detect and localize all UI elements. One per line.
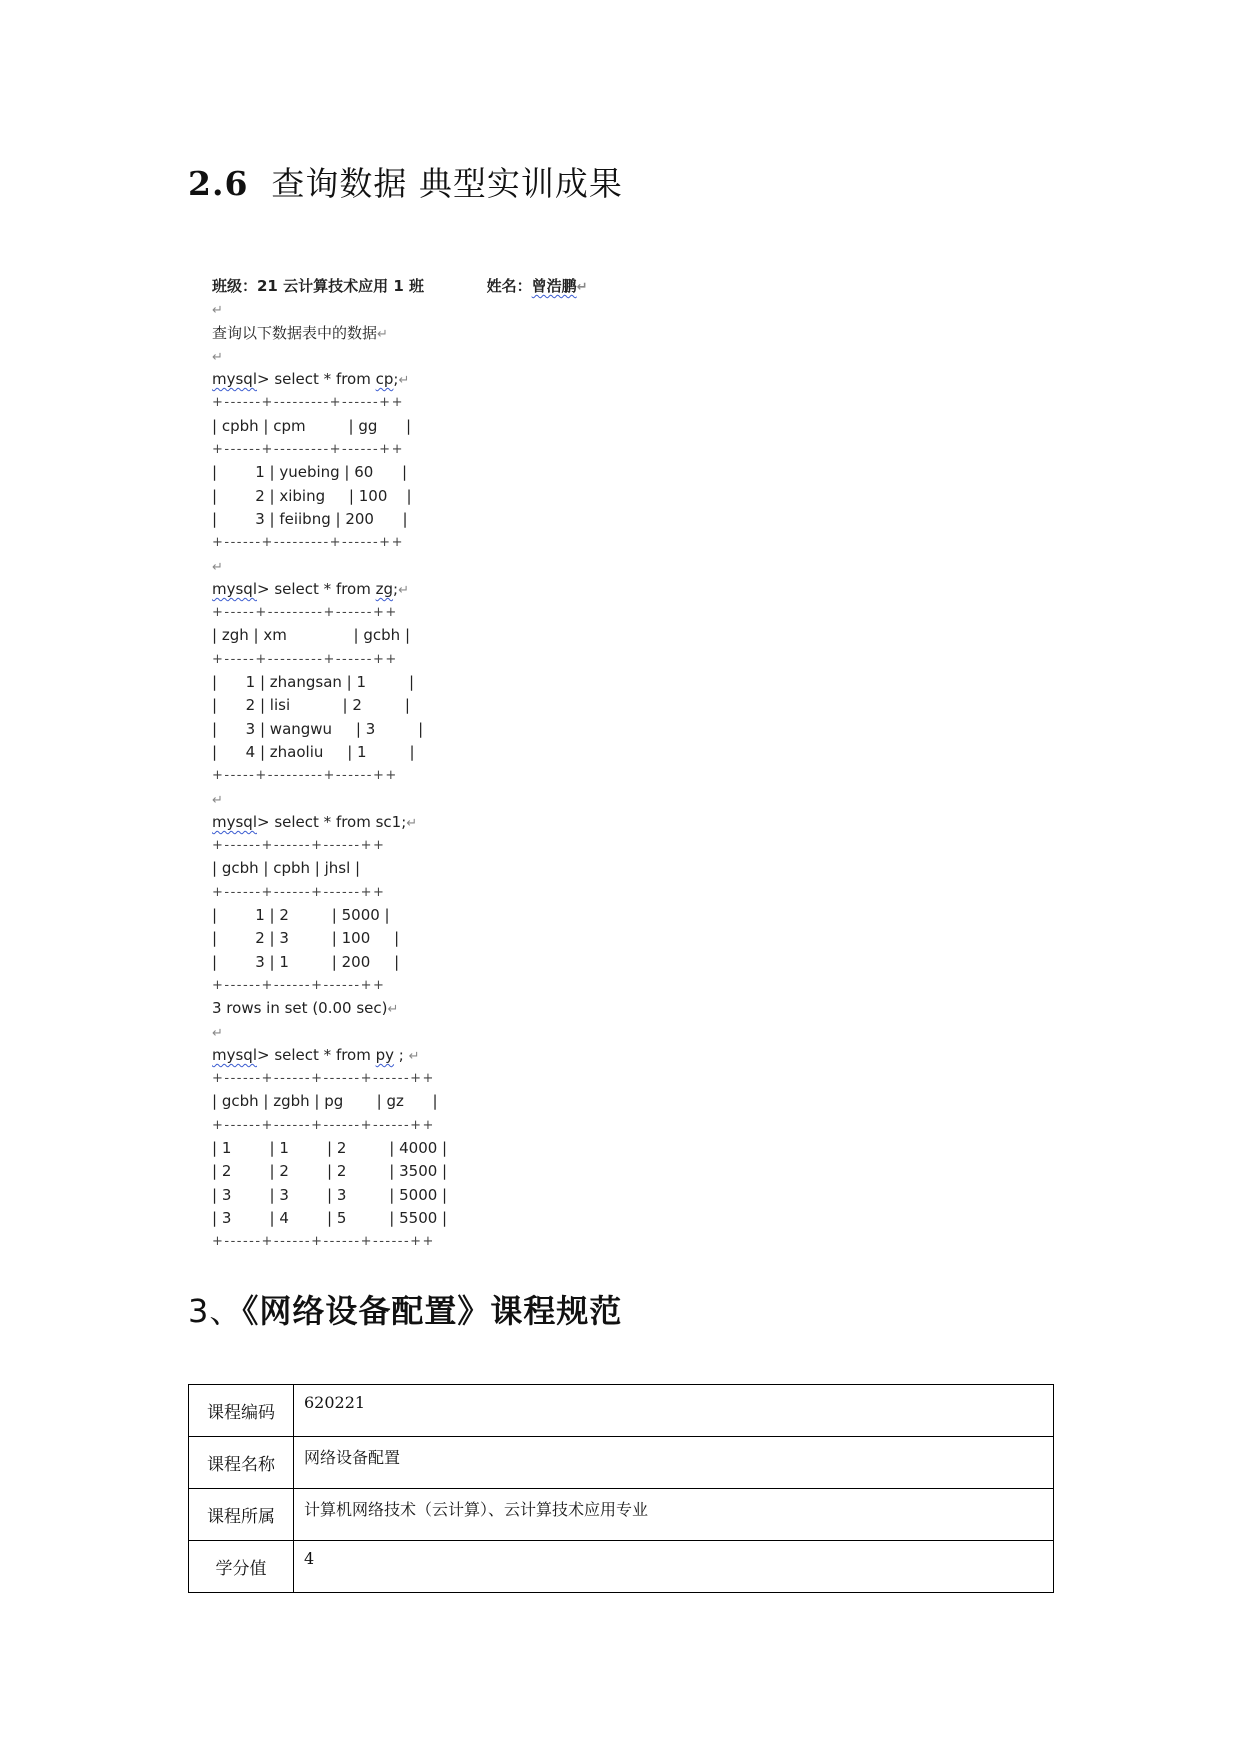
student-header xyxy=(212,275,832,298)
para-mark: ↵ xyxy=(576,280,588,295)
table-separator: +-----+---------+------++ xyxy=(212,605,398,621)
table-header-row: | gcbh | cpbh | jhsl | xyxy=(212,859,361,878)
table-separator: +------+------+------++ xyxy=(212,884,386,900)
table-row: | 4 | zhaoliu | 1 | xyxy=(212,742,415,761)
course-credit-value: 4 xyxy=(294,1541,1054,1593)
blank-line: ↵ xyxy=(212,303,223,319)
section-title-text: 查询数据 典型实训成果 xyxy=(271,164,623,203)
table-separator: +------+------+------+------++ xyxy=(212,1117,435,1133)
table-header-row: | gcbh | zgbh | pg | gz | xyxy=(212,1092,438,1111)
table-row xyxy=(189,1489,1054,1541)
section-number: 3、 xyxy=(188,1292,243,1330)
table-row: | 3 | 1 | 200 | xyxy=(212,952,400,971)
class-label: 班级：21 云计算技术应用 1 班 xyxy=(212,277,424,295)
table-separator: +------+---------+------++ xyxy=(212,535,404,551)
table-header-row: | zgh | xm | gcbh | xyxy=(212,626,410,645)
table-separator: +------+------+------++ xyxy=(212,977,386,993)
query-line-cp: mysql> select * from cp;↵ xyxy=(212,370,410,389)
table-row: | 3 | wangwu | 3 | xyxy=(212,719,424,738)
query-line-py: mysql> select * from py ; ↵ xyxy=(212,1045,420,1064)
blank-line: ↵ xyxy=(212,792,223,808)
intro-line: 查询以下数据表中的数据↵ xyxy=(212,323,388,342)
table-separator: +-----+---------+------++ xyxy=(212,651,398,667)
table-row: | 2 | 3 | 100 | xyxy=(212,929,400,948)
name-label: 姓名： xyxy=(486,277,532,295)
mysql-screenshot xyxy=(212,275,832,1253)
table-separator: +-----+---------+------++ xyxy=(212,768,398,784)
course-credit-label: 学分值 xyxy=(189,1541,294,1593)
student-name: 曾浩鹏 xyxy=(531,277,577,295)
course-major-label: 课程所属 xyxy=(189,1489,294,1541)
table-separator: +------+------+------+------++ xyxy=(212,1071,435,1087)
query-line-zg: mysql> select * from zg;↵ xyxy=(212,579,409,598)
table-row: | 3 | feiibng | 200 | xyxy=(212,509,408,528)
course-major-value: 计算机网络技术（云计算）、云计算技术应用专业 xyxy=(294,1489,1054,1541)
section-title-text: 《网络设备配置》课程规范 xyxy=(242,1292,623,1330)
course-code-value: 620221 xyxy=(294,1385,1054,1437)
table-row: | 1 | yuebing | 60 | xyxy=(212,463,407,482)
course-spec-table xyxy=(188,1384,1054,1593)
table-row: | 2 | xibing | 100 | xyxy=(212,486,412,505)
course-name-label: 课程名称 xyxy=(189,1437,294,1489)
section-2-6-title xyxy=(188,158,623,205)
table-separator: +------+------+------+------++ xyxy=(212,1234,435,1250)
table-row: | 3 | 3 | 3 | 5000 | xyxy=(212,1185,448,1204)
table-row: | 2 | 2 | 2 | 3500 | xyxy=(212,1162,448,1181)
course-code-label: 课程编码 xyxy=(189,1385,294,1437)
course-name-value: 网络设备配置 xyxy=(294,1437,1054,1489)
table-row xyxy=(189,1385,1054,1437)
table-separator: +------+---------+------++ xyxy=(212,442,404,458)
table-row: | 3 | 4 | 5 | 5500 | xyxy=(212,1208,448,1227)
section-3-title xyxy=(188,1286,622,1332)
table-separator: +------+------+------++ xyxy=(212,838,386,854)
table-row: | 1 | 2 | 5000 | xyxy=(212,906,390,925)
table-row xyxy=(189,1437,1054,1489)
table-header-row: | cpbh | cpm | gg | xyxy=(212,416,412,435)
query-line-sc1: mysql> select * from sc1;↵ xyxy=(212,812,418,831)
section-number: 2.6 xyxy=(188,164,249,203)
table-row xyxy=(189,1541,1054,1593)
blank-line: ↵ xyxy=(212,1025,223,1041)
table-separator: +------+---------+------++ xyxy=(212,395,404,411)
table-row: | 1 | 1 | 2 | 4000 | xyxy=(212,1138,448,1157)
rows-in-set: 3 rows in set (0.00 sec)↵ xyxy=(212,999,399,1018)
table-row: | 1 | zhangsan | 1 | xyxy=(212,673,415,692)
table-row: | 2 | lisi | 2 | xyxy=(212,696,410,715)
blank-line: ↵ xyxy=(212,349,223,365)
blank-line: ↵ xyxy=(212,559,223,575)
